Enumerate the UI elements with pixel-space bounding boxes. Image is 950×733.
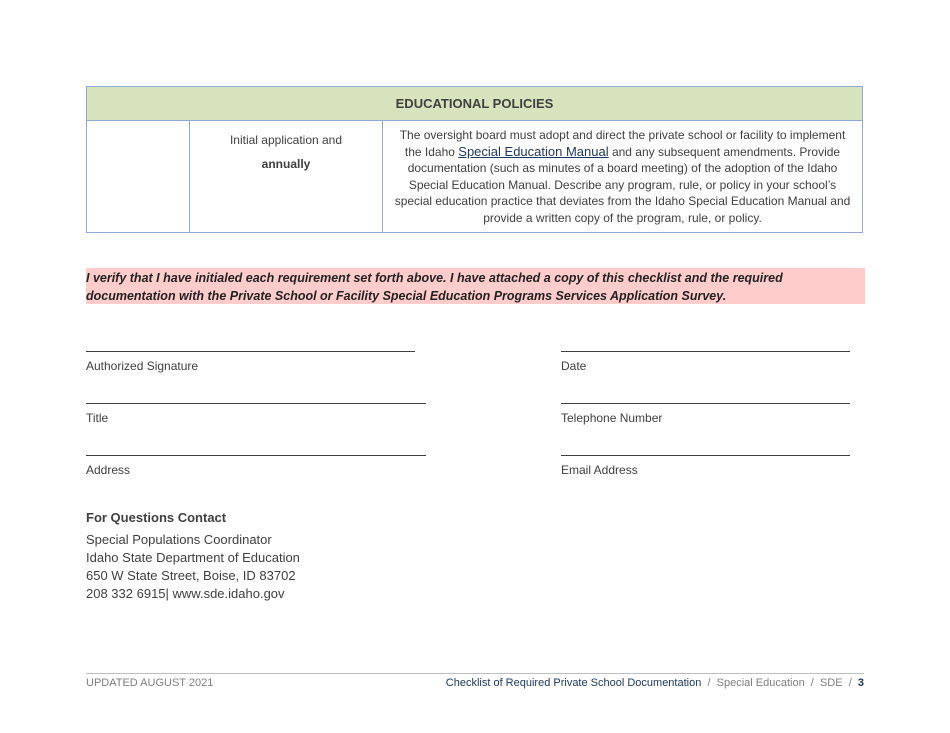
verification-statement bbox=[86, 268, 865, 304]
page-number: 3 bbox=[857, 677, 864, 689]
requirement-text-start: The oversight board must adopt and direct the private school or facility to implement the Idaho bbox=[399, 128, 846, 159]
title-label: Title bbox=[86, 411, 109, 425]
footer-divider bbox=[86, 673, 864, 674]
verification-line-1: I verify that I have initialed each requirement set forth above. I have attached a copy of this checklist and the required bbox=[86, 271, 783, 285]
footer-section: Special Education bbox=[716, 677, 805, 689]
requirement-text-end: and any subsequent amendments. Provide documentation (such as minutes of a board meeting) of the adoption of the Idaho Special Education Manual. Describe any program, rule, or policy in your school’s special education practice that deviates from the Idaho Special Education Manual and provide a written copy of the program, rule, or policy. bbox=[394, 144, 851, 225]
address-label: Address bbox=[86, 463, 131, 477]
table-row bbox=[87, 121, 862, 232]
verification-line-2: documentation with the Private School or Facility Special Education Programs Services Application Survey. bbox=[86, 289, 727, 303]
email-line[interactable] bbox=[561, 455, 850, 456]
educational-policies-table bbox=[86, 86, 863, 233]
frequency-cell bbox=[190, 121, 383, 232]
contact-address: 650 W State Street, Boise, ID 83702 bbox=[86, 568, 296, 583]
authorized-signature-line[interactable] bbox=[86, 351, 415, 352]
frequency-emphasis: annually bbox=[261, 157, 311, 171]
address-line[interactable] bbox=[86, 455, 426, 456]
special-education-manual-link[interactable]: Special Education Manual bbox=[458, 143, 609, 159]
contact-heading: For Questions Contact bbox=[86, 510, 227, 525]
footer-breadcrumb bbox=[446, 677, 864, 689]
email-label: Email Address bbox=[561, 463, 638, 477]
contact-phone-web: 208 332 6915| www.sde.idaho.gov bbox=[86, 586, 285, 601]
table-header: EDUCATIONAL POLICIES bbox=[87, 87, 862, 121]
footer-agency: SDE bbox=[819, 677, 843, 689]
title-line[interactable] bbox=[86, 403, 426, 404]
date-label: Date bbox=[561, 359, 587, 373]
footer-doc-title: Checklist of Required Private School Documentation bbox=[445, 677, 702, 689]
frequency-text: Initial application and bbox=[229, 133, 343, 147]
contact-block bbox=[86, 510, 300, 603]
date-line[interactable] bbox=[561, 351, 850, 352]
footer-separator: / bbox=[842, 677, 858, 689]
contact-role: Special Populations Coordinator bbox=[86, 532, 272, 547]
requirement-cell bbox=[383, 121, 862, 232]
contact-organization: Idaho State Department of Education bbox=[86, 550, 300, 565]
telephone-line[interactable] bbox=[561, 403, 850, 404]
footer-separator: / bbox=[701, 677, 717, 689]
initials-cell[interactable] bbox=[87, 121, 190, 232]
footer-updated: UPDATED AUGUST 2021 bbox=[86, 677, 214, 689]
footer-separator: / bbox=[804, 677, 820, 689]
authorized-signature-label: Authorized Signature bbox=[86, 359, 199, 373]
telephone-label: Telephone Number bbox=[561, 411, 663, 425]
